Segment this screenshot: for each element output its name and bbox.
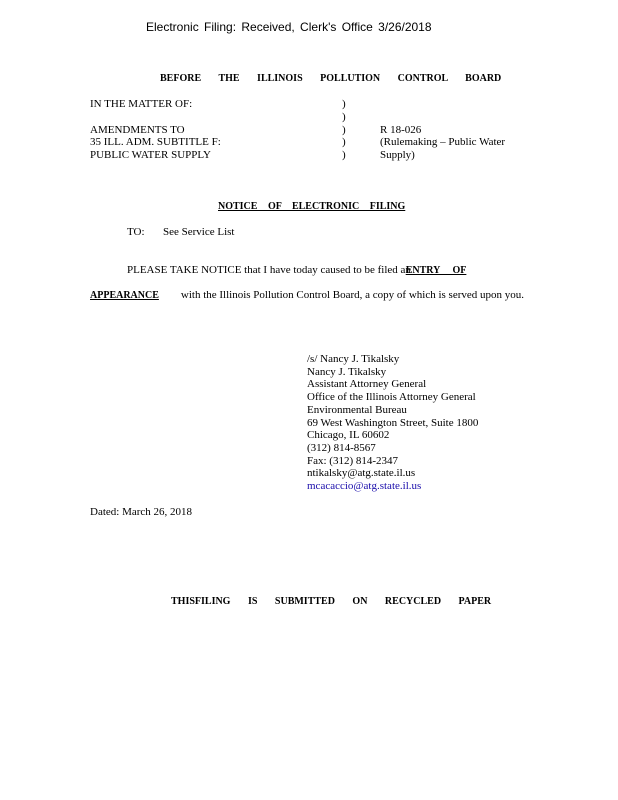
recycled-paper-note: THISFILING IS SUBMITTED ON RECYCLED PAPER [171, 596, 492, 607]
to-value: See Service List [163, 226, 235, 238]
rulemaking-label-cont: Supply) [380, 149, 415, 161]
signature-line: /s/ Nancy J. Tikalsky [307, 353, 400, 365]
signer-office: Office of the Illinois Attorney General [307, 391, 476, 404]
matter-heading: IN THE MATTER OF: [90, 98, 193, 110]
matter-amendments: AMENDMENTS TO [90, 124, 185, 136]
email-primary: ntikalsky@atg.state.il.us [307, 467, 416, 480]
case-number: R 18-026 [380, 124, 422, 136]
electronic-filing-stamp: Electronic Filing: Received, Clerk's Office 3/26/2018 [146, 20, 432, 34]
phone-number: (312) 814-8567 [307, 441, 376, 454]
rulemaking-label: (Rulemaking – Public Water [380, 136, 506, 148]
caption-paren: ) [342, 149, 346, 161]
notice-text-before: PLEASE TAKE NOTICE that I have today caused to be filed an [127, 264, 411, 276]
fax-number: Fax: (312) 814-2347 [307, 454, 399, 467]
signer-title: Assistant Attorney General [307, 378, 427, 391]
notice-text-cont [90, 289, 524, 303]
address-city: Chicago, IL 60602 [307, 429, 390, 442]
to-label: TO: [127, 226, 145, 238]
matter-water-supply: PUBLIC WATER SUPPLY [90, 149, 211, 161]
caption-paren: ) [342, 136, 346, 148]
notice-text [127, 264, 466, 278]
address-street: 69 West Washington Street, Suite 1800 [307, 416, 479, 429]
dated-line: Dated: March 26, 2018 [90, 506, 193, 518]
board-caption: BEFORE THE ILLINOIS POLLUTION CONTROL BOARD [160, 73, 502, 84]
entry-of-label: ENTRY OF [405, 265, 467, 276]
caption-paren: ) [342, 98, 346, 110]
caption-paren: ) [342, 111, 346, 123]
notice-text-after: with the Illinois Pollution Control Board, a copy of which is served upon you. [180, 289, 524, 301]
notice-title: NOTICE OF ELECTRONIC FILING [218, 201, 406, 212]
appearance-label: APPEARANCE [90, 290, 159, 301]
signer-bureau: Environmental Bureau [307, 403, 407, 416]
signer-name: Nancy J. Tikalsky [307, 365, 387, 378]
email-link[interactable]: mcacaccio@atg.state.il.us [307, 480, 422, 493]
signature-block [307, 353, 478, 493]
caption-paren: ) [342, 124, 346, 136]
matter-subtitle: 35 ILL. ADM. SUBTITLE F: [90, 136, 221, 148]
